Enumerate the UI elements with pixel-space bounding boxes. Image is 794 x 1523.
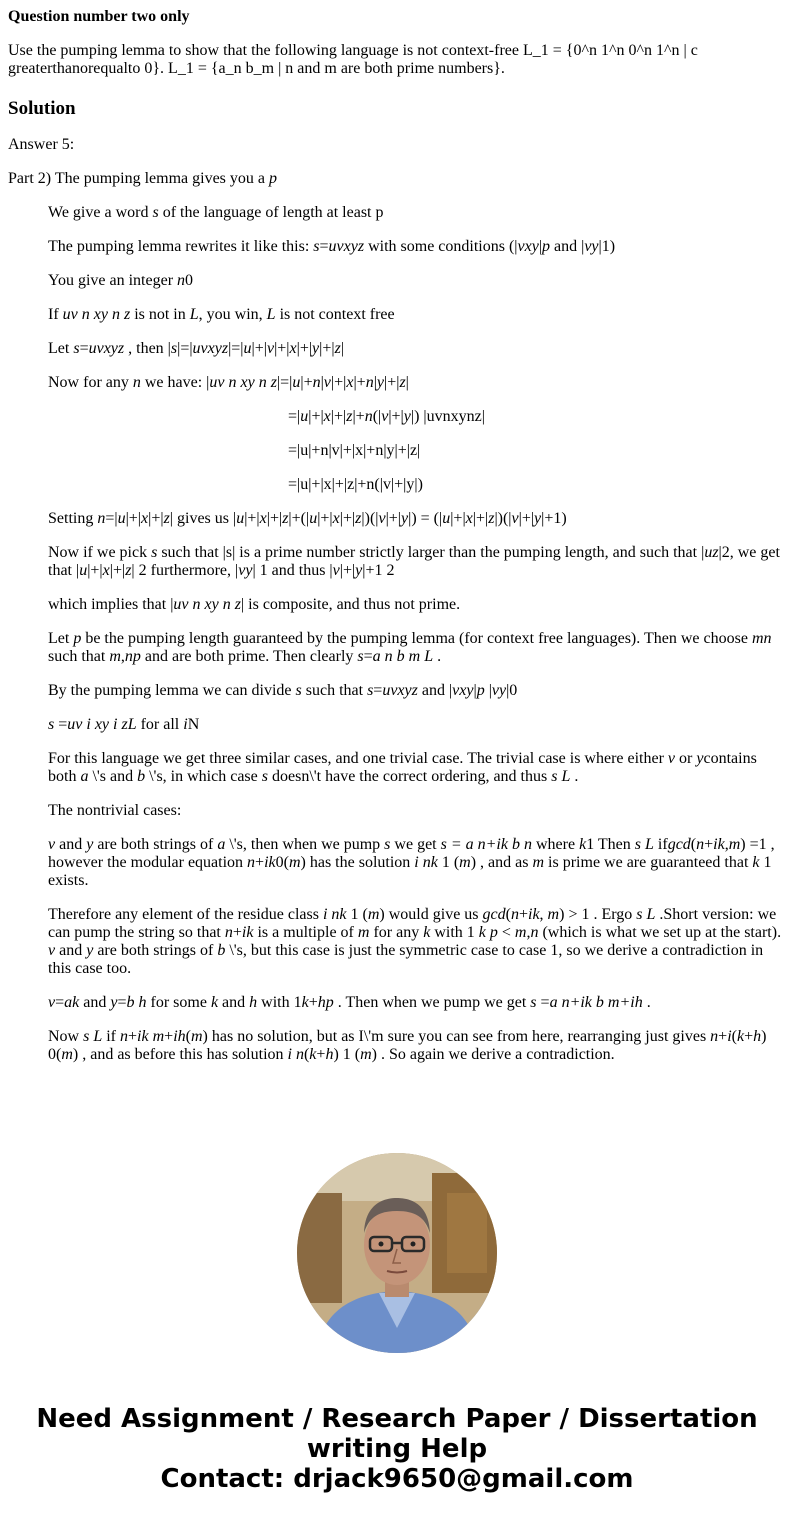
equation-block [288,408,786,494]
cases-paragraph: For this language we get three similar cases, and one trivial case. The trivial case is where either v or ycontains both a \'s and b \'s, in which case s doesn\'t have the correct ordering, and thus s L . [48,750,757,785]
equation-line: =|u|+|x|+|z|+n(|v|+|y|) [288,476,423,493]
implies-paragraph: which implies that |uv n xy n z| is composite, and thus not prime. [48,596,461,613]
question-text: Use the pumping lemma to show that the following language is not context-free L_1 = {0^n 1^n 0^n 1^n | c greaterthanorequalto 0}. L_1 = {a_n b_m | n and m are both prime numbers}. [8,42,698,77]
promo-line: writing Help [306,1434,488,1464]
sv-paragraph: s =uv i xy i zL for all iN [48,716,200,733]
promo-banner [0,1404,794,1494]
answer-label: Answer 5: [8,136,75,153]
promo-line: Need Assignment / Research Paper / Dissertation [36,1404,758,1434]
proof-steps [48,204,786,1064]
proof-step: Let s=uvxyz , then |s|=|uvxyz|=|u|+|v|+|x|+|y|+|z| [48,340,345,357]
therefore-paragraph: Therefore any element of the residue class i nk 1 (m) would give us gcd(n+ik, m) > 1 . Ergo s L .Short version: we can pump the string so that n+ik is a multiple of m for any k with 1 k p < m,n (which is what we set up at the start). v and y are both strings of b \'s, but this case is just the symmetric case to case 1, so we derive a contradiction in this case too. [48,906,782,977]
proof-step: The pumping lemma rewrites it like this: s=uvxyz with some conditions (|vxy|p and |vy|1) [48,238,616,255]
author-portrait [297,1153,497,1353]
author-avatar [297,1153,497,1353]
nontrivial-label: The nontrivial cases: [48,802,182,819]
case1-paragraph: v and y are both strings of a \'s, then when we pump s we get s = a n+ik b n where k1 Then s L ifgcd(n+ik,m) =1 , however the modular equation n+ik0(m) has the solution i nk 1 (m) , and as m is prime we are guaranteed that k 1 exists. [48,836,775,889]
nows-paragraph: Now s L if n+ik m+ih(m) has no solution, but as I\'m sure you can see from here, rearranging just gives n+i(k+h) 0(m) , and as before this has solution i n(k+h) 1 (m) . So again we derive a contradiction. [48,1028,767,1063]
setting-paragraph: Setting n=|u|+|x|+|z| gives us |u|+|x|+|z|+(|u|+|x|+|z|)(|v|+|y|) = (|u|+|x|+|z|)(|v|+|y|+1) [48,510,567,527]
proof-step: If uv n xy n z is not in L, you win, L is not context free [48,306,395,323]
question-title: Question number two only [8,8,190,25]
solution-heading: Solution [8,98,76,119]
vak-paragraph: v=ak and y=b h for some k and h with 1k+hp . Then when we pump we get s =a n+ik b m+ih . [48,994,651,1011]
pick-paragraph: Now if we pick s such that |s| is a prime number strictly larger than the pumping length, and such that |uz|2, we get that |u|+|x|+|z| 2 furthermore, |vy| 1 and thus |v|+|y|+1 2 [48,544,780,579]
part2-intro: Part 2) The pumping lemma gives you a p [8,170,277,187]
proof-step: Now for any n we have: |uv n xy n z|=|u|+n|v|+|x|+n|y|+|z| [48,374,409,391]
equation-line: =|u|+n|v|+|x|+n|y|+|z| [288,442,421,459]
divide-paragraph: By the pumping lemma we can divide s such that s=uvxyz and |vxy|p |vy|0 [48,682,518,699]
promo-contact: Contact: drjack9650@gmail.com [160,1464,634,1494]
proof-step: We give a word s of the language of length at least p [48,204,384,221]
document-body [8,0,786,1064]
equation-line: =|u|+|x|+|z|+n(|v|+|y|) |uvnxynz| [288,408,485,425]
letp-paragraph: Let p be the pumping length guaranteed by the pumping lemma (for context free languages). Then we choose mn such that m,np and are both prime. Then clearly s=a n b m L . [48,630,772,665]
proof-step: You give an integer n0 [48,272,194,289]
